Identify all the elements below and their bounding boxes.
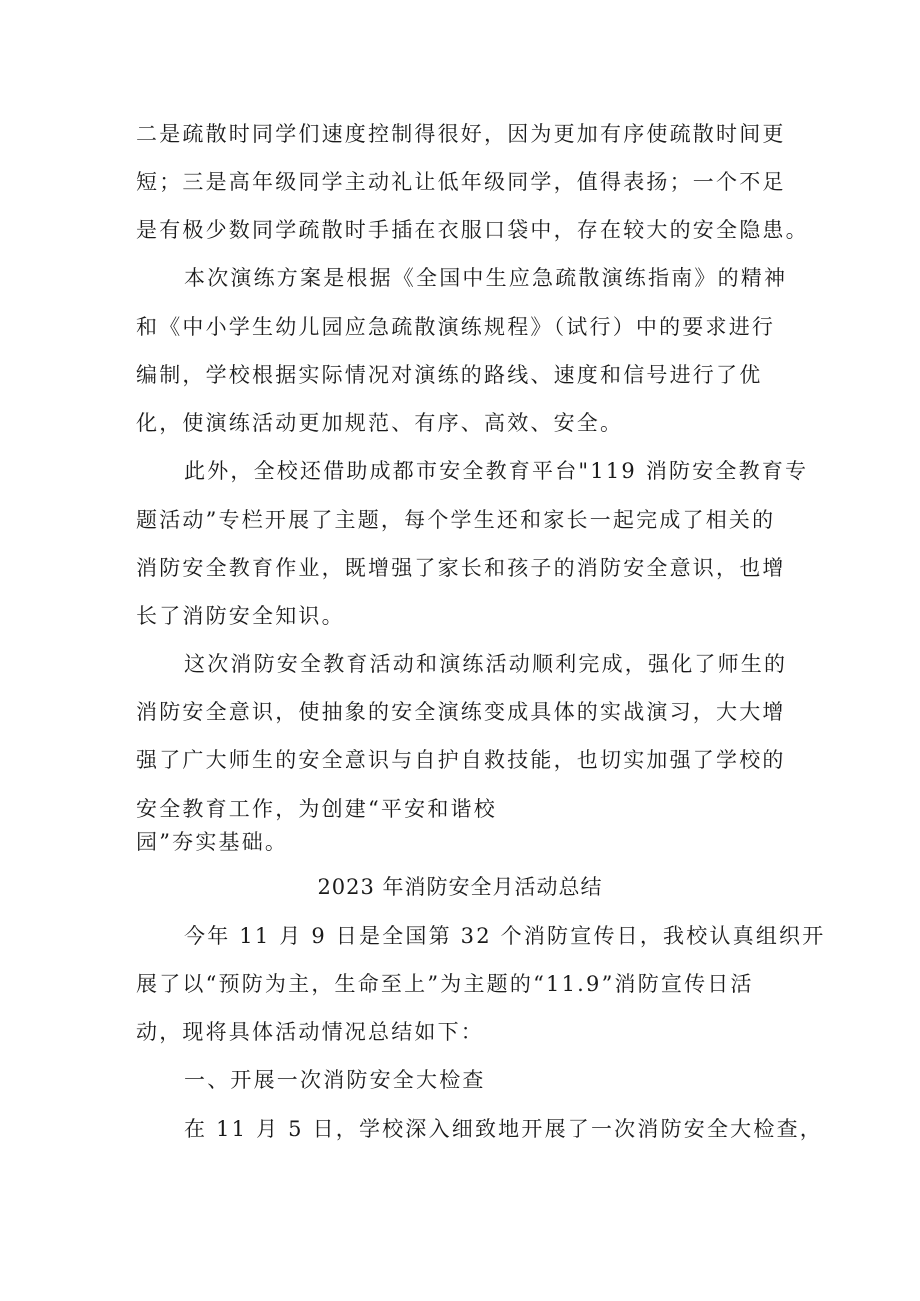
paragraph-line: 强了广大师生的安全意识与自护自救技能，也切实加强了学校的 — [136, 748, 786, 772]
paragraph-line: 安全教育工作，为创建“平安和谐校 — [136, 797, 497, 821]
paragraph-line: 长了消防安全知识。 — [136, 604, 345, 628]
section-title: 2023 年消防安全月活动总结 — [317, 875, 603, 899]
paragraph-line: 短；三是高年级同学主动礼让低年级同学，值得表扬；一个不足 — [136, 170, 786, 194]
paragraph-line: 此外，全校还借助成都市安全教育平台"119 消防安全教育专 — [184, 459, 809, 483]
paragraph-line: 二是疏散时同学们速度控制得很好，因为更加有序使疏散时间更 — [136, 122, 786, 146]
paragraph-line: 消防安全教育作业，既增强了家长和孩子的消防安全意识，也增 — [136, 556, 786, 580]
paragraph-line: 这次消防安全教育活动和演练活动顺利完成，强化了师生的 — [184, 652, 788, 676]
paragraph-line: 化，使演练活动更加规范、有序、高效、安全。 — [136, 411, 624, 435]
paragraph-line: 题活动”专栏开展了主题，每个学生还和家长一起完成了相关的 — [136, 508, 776, 532]
paragraph-line: 动，现将具体活动情况总结如下： — [136, 1020, 484, 1044]
paragraph-line: 在 11 月 5 日，学校深入细致地开展了一次消防安全大检查， — [184, 1117, 823, 1141]
paragraph-line: 展了以“预防为主，生命至上”为主题的“11.9”消防宣传日活 — [136, 972, 754, 996]
paragraph-line: 编制，学校根据实际情况对演练的路线、速度和信号进行了优 — [136, 363, 763, 387]
paragraph-line: 本次演练方案是根据《全国中生应急疏散演练指南》的精神 — [184, 266, 788, 290]
paragraph-line: 今年 11 月 9 日是全国第 32 个消防宣传日，我校认真组织开 — [184, 924, 826, 948]
section-heading: 一、开展一次消防安全大检查 — [184, 1068, 486, 1092]
paragraph-line: 园”夯实基础。 — [136, 830, 289, 854]
paragraph-line: 和《中小学生幼儿园应急疏散演练规程》（试行）中的要求进行 — [136, 315, 776, 339]
paragraph-line: 消防安全意识，使抽象的安全演练变成具体的实战演习，大大增 — [136, 700, 786, 724]
paragraph-line: 是有极少数同学疏散时手插在衣服口袋中，存在较大的安全隐患。 — [136, 218, 809, 242]
